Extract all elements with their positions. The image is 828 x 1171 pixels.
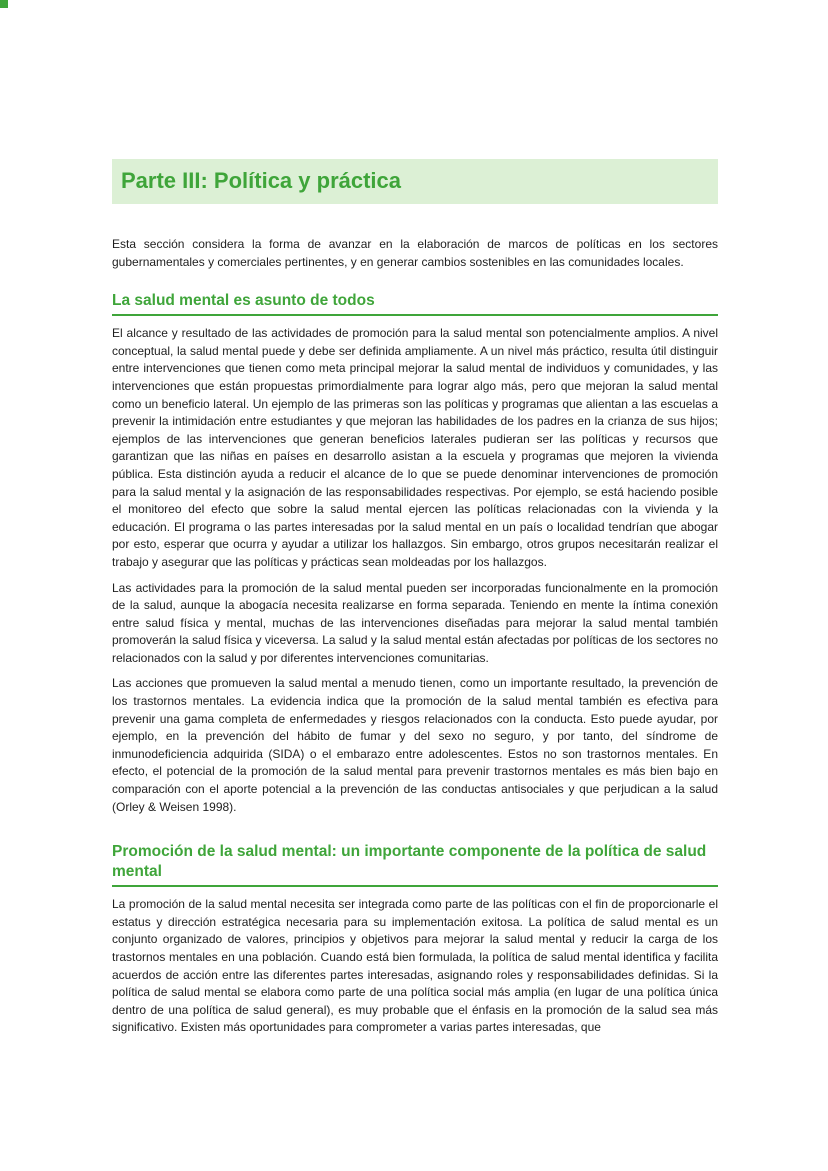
body-paragraph: El alcance y resultado de las actividades de promoción para la salud mental son potencialmente amplios. A nivel conceptual, la salud mental puede y debe ser definida ampliamente. A un nivel más práctico, resulta útil distinguir entre intervenciones que tienen como meta principal mejorar la salud mental de individuos y comunidades, y las intervenciones que están propuestas primordialmente para lograr algo más, pero que mejoran la salud mental como un beneficio lateral. Un ejemplo de las primeras son las políticas y programas que alientan a las escuelas a prevenir la intimidación entre estudiantes y que mejoran las habilidades de los padres en la crianza de sus hijos; ejemplos de las intervenciones que generan beneficios laterales pudieran ser las políticas y recursos que garantizan que las niñas en países en desarrollo asistan a la escuela y programas que mejoren la vivienda pública. Esta distinción ayuda a reducir el alcance de lo que se puede denominar intervenciones de promoción para la salud mental y la asignación de las responsabilidades respectivas. Por ejemplo, se está haciendo posible el monitoreo del efecto que sobre la salud mental ejercen las políticas relacionadas con la vivienda y la educación. El programa o las partes interesadas por la salud mental en un país o localidad tendrían que abogar por esto, esperar que ocurra y ayudar a utilizar los hallazgos. Sin embargo, otros grupos necesitarán realizar el trabajo y asegurar que las políticas y prácticas sean moldeadas por los hallazgos. bbox=[112, 326, 718, 569]
section-promocion-politica-salud-mental bbox=[112, 842, 718, 1037]
intro-paragraph: Esta sección considera la forma de avanzar en la elaboración de marcos de políticas en los sectores gubernamentales y comerciales pertinentes, y en generar cambios sostenibles en las comunidades locales. bbox=[112, 237, 718, 269]
body-paragraph: Las acciones que promueven la salud mental a menudo tienen, como un importante resultado, la prevención de los trastornos mentales. La evidencia indica que la promoción de la salud mental también es efectiva para prevenir una gama completa de enfermedades y riesgos relacionados con la conducta. Esto puede ayudar, por ejemplo, en la prevención del hábito de fumar y del sexo no seguro, y por tanto, del síndrome de inmunodeficiencia adquirida (SIDA) o el embarazo entre adolescentes. Estos no son trastornos mentales. En efecto, el potencial de la promoción de la salud mental para prevenir trastornos mentales es más bien bajo en comparación con el aporte potencial a la prevención de las conductas antisociales y que perjudican a la salud (Orley & Weisen 1998). bbox=[112, 676, 718, 814]
body-paragraph: Las actividades para la promoción de la salud mental pueden ser incorporadas funcionalmente en la promoción de la salud, aunque la abogacía necesita realizarse en forma separada. Teniendo en mente la íntima conexión entre salud física y mental, muchas de las intervenciones diseñadas para mejorar la salud mental también promoverán la salud física y viceversa. La salud y la salud mental están afectadas por políticas de los sectores no relacionados con la salud y por diferentes intervenciones comunitarias. bbox=[112, 580, 718, 665]
section-heading: La salud mental es asunto de todos bbox=[112, 292, 375, 310]
heading-rule bbox=[112, 314, 718, 316]
page-corner-mark bbox=[0, 0, 8, 8]
page-content bbox=[112, 159, 718, 1037]
section-salud-mental-asunto-de-todos bbox=[112, 291, 718, 816]
section-heading: Promoción de la salud mental: un importante componente de la política de salud mental bbox=[112, 843, 707, 881]
part-title-banner bbox=[112, 159, 718, 204]
part-title: Parte III: Política y práctica bbox=[121, 168, 402, 193]
heading-rule bbox=[112, 885, 718, 887]
body-paragraph: La promoción de la salud mental necesita ser integrada como parte de las políticas con el fin de proporcionarle el estatus y dirección estratégica necesaria para su implementación exitosa. La política de salud mental es un conjunto organizado de valores, principios y objetivos para mejorar la salud mental y reducir la carga de los trastornos mentales en una población. Cuando está bien formulada, la política de salud mental identifica y facilita acuerdos de acción entre las diferentes partes interesadas, asignando roles y responsabilidades definidas. Si la política de salud mental se elabora como parte de una política social más amplia (en lugar de una política única dentro de una política de salud general), es muy probable que el énfasis en la promoción de la salud sea más significativo. Existen más oportunidades para comprometer a varias partes interesadas, que bbox=[112, 897, 718, 1035]
